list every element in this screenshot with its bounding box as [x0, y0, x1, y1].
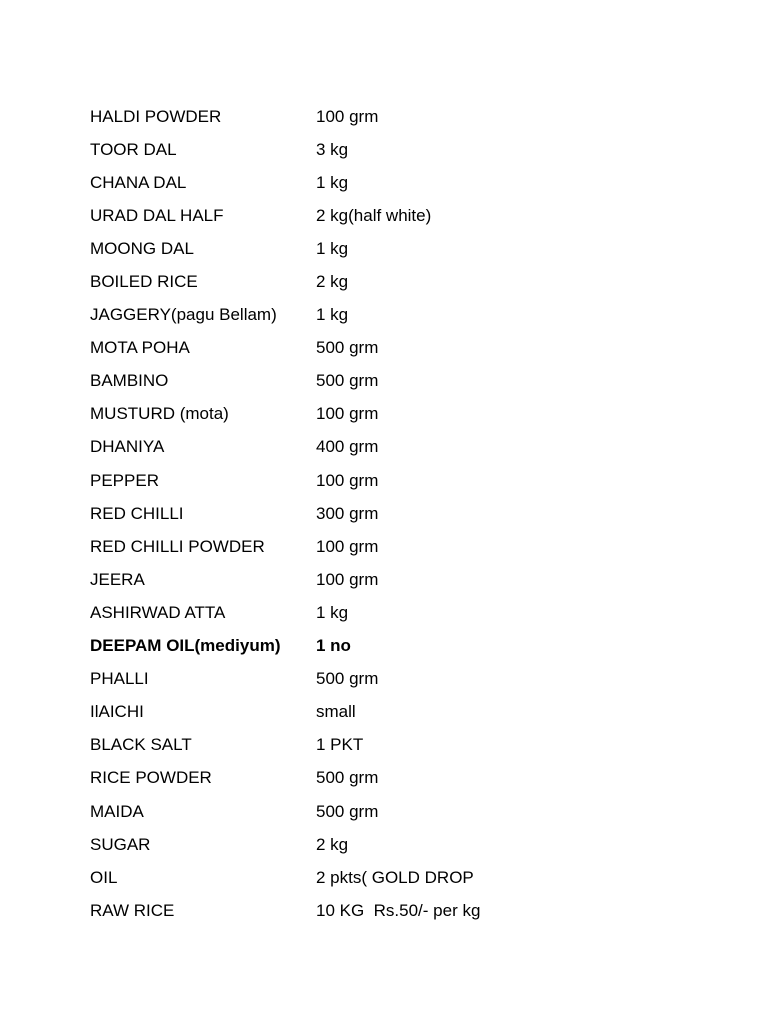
- item-name: URAD DAL HALF: [90, 205, 224, 225]
- item-name: DEEPAM OIL(mediyum): [90, 636, 281, 656]
- item-quantity: 100 grm: [316, 106, 379, 126]
- item-name: RAW RICE: [90, 900, 175, 920]
- list-item: [90, 696, 690, 729]
- item-name: TOOR DAL: [90, 139, 177, 159]
- item-name: RICE POWDER: [90, 768, 212, 788]
- item-quantity: 2 kg(half white): [316, 205, 432, 225]
- item-quantity: 500 grm: [316, 371, 379, 391]
- list-item: [90, 431, 690, 464]
- list-item: [90, 762, 690, 795]
- item-name: BAMBINO: [90, 371, 169, 391]
- item-name: RED CHILLI: [90, 503, 184, 523]
- item-name: ASHIRWAD ATTA: [90, 602, 226, 622]
- item-quantity: 1 no: [316, 636, 351, 656]
- list-item: [90, 199, 690, 232]
- list-item: [90, 729, 690, 762]
- list-item: [90, 530, 690, 563]
- list-item: [90, 133, 690, 166]
- item-quantity: 2 kg: [316, 272, 349, 292]
- item-quantity: 1 kg: [316, 602, 349, 622]
- item-quantity: 100 grm: [316, 470, 379, 490]
- item-quantity: 1 kg: [316, 238, 349, 258]
- item-name: CHANA DAL: [90, 172, 187, 192]
- list-item: [90, 166, 690, 199]
- item-name: MUSTURD (mota): [90, 404, 229, 424]
- item-quantity: 1 kg: [316, 305, 349, 325]
- item-name: IlAICHI: [90, 702, 144, 722]
- list-item: [90, 398, 690, 431]
- list-item: [90, 232, 690, 265]
- item-name: HALDI POWDER: [90, 106, 222, 126]
- item-name: MOTA POHA: [90, 338, 190, 358]
- list-item: [90, 894, 690, 927]
- item-quantity: 2 kg: [316, 834, 349, 854]
- item-quantity: 500 grm: [316, 338, 379, 358]
- item-quantity: 100 grm: [316, 569, 379, 589]
- list-item: [90, 563, 690, 596]
- list-item: [90, 464, 690, 497]
- item-name: BOILED RICE: [90, 272, 198, 292]
- grocery-list: [90, 100, 690, 927]
- item-quantity: 400 grm: [316, 437, 379, 457]
- item-name: PEPPER: [90, 470, 159, 490]
- list-item: [90, 630, 690, 663]
- item-quantity: 1 kg: [316, 172, 349, 192]
- item-quantity: 300 grm: [316, 503, 379, 523]
- list-item: [90, 365, 690, 398]
- item-quantity: 500 grm: [316, 669, 379, 689]
- item-name: SUGAR: [90, 834, 151, 854]
- item-quantity: 3 kg: [316, 139, 349, 159]
- item-quantity: 500 grm: [316, 801, 379, 821]
- item-name: RED CHILLI POWDER: [90, 536, 265, 556]
- item-name: JAGGERY(pagu Bellam): [90, 305, 277, 325]
- list-item: [90, 596, 690, 629]
- item-quantity: 100 grm: [316, 404, 379, 424]
- list-item: [90, 663, 690, 696]
- item-name: BLACK SALT: [90, 735, 192, 755]
- item-quantity: small: [316, 702, 356, 722]
- item-quantity: 2 pkts( GOLD DROP: [316, 867, 474, 887]
- list-item: [90, 861, 690, 894]
- item-name: OIL: [90, 867, 118, 887]
- item-name: PHALLI: [90, 669, 149, 689]
- list-item: [90, 497, 690, 530]
- list-item: [90, 299, 690, 332]
- item-quantity: 500 grm: [316, 768, 379, 788]
- list-item: [90, 795, 690, 828]
- item-quantity: 1 PKT: [316, 735, 364, 755]
- item-quantity: 10 KG Rs.50/- per kg: [316, 900, 481, 920]
- list-item: [90, 332, 690, 365]
- list-item: [90, 828, 690, 861]
- item-name: MAIDA: [90, 801, 144, 821]
- item-name: JEERA: [90, 569, 145, 589]
- item-name: DHANIYA: [90, 437, 165, 457]
- item-quantity: 100 grm: [316, 536, 379, 556]
- item-name: MOONG DAL: [90, 238, 194, 258]
- list-item: [90, 100, 690, 133]
- list-item: [90, 265, 690, 298]
